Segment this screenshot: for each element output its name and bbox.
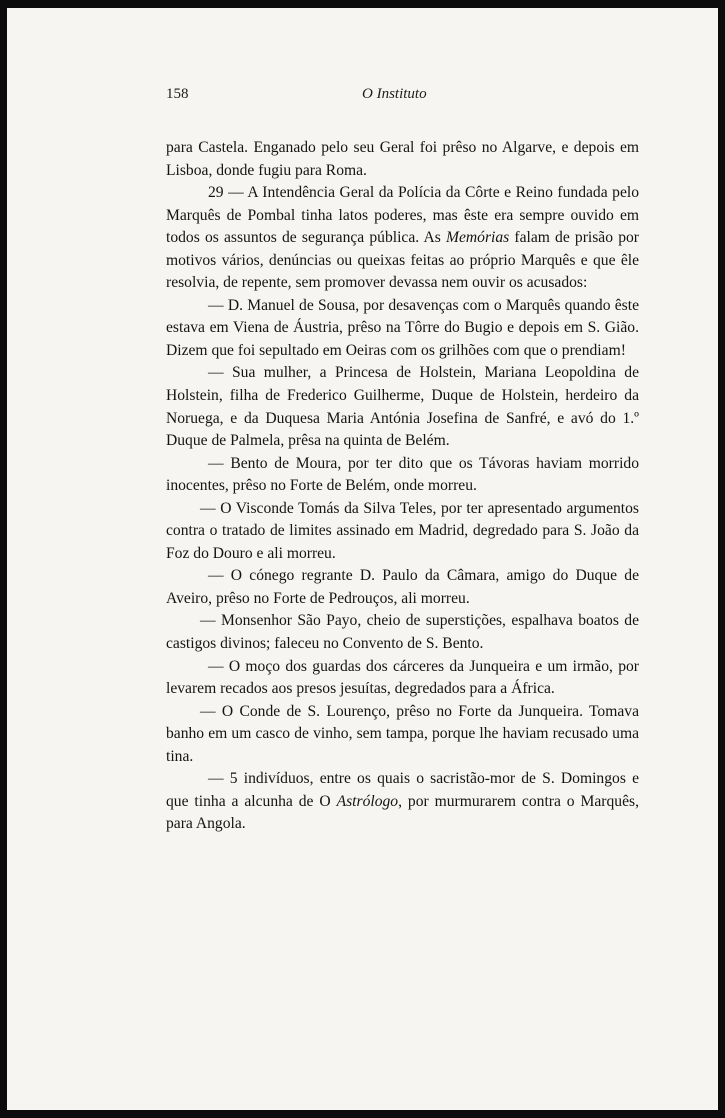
running-title: O Instituto — [362, 86, 427, 102]
page-number: 158 — [166, 86, 189, 102]
list-item: — O Conde de S. Lourenço, prêso no Forte da Junqueira. Tomava banho em um casco de vinho, sem tampa, porque lhe haviam recusado uma tina. — [166, 702, 639, 765]
list-item: — 5 indivíduos, entre os quais o sacristão-mor de S. Domingos e que tinha a alcunha de O Astrólogo, por murmurarem contra o Marquês, para Angola. — [166, 770, 639, 833]
list-item: — D. Manuel de Sousa, por desavenças com o Marquês quando êste estava em Viena de Áustria, prêso na Tôrre do Bugio e depois em S. Gião. Dizem que foi sepultado em Oeiras com os grilhões com que o prendiam! — [166, 296, 639, 359]
page-header — [166, 86, 639, 108]
paragraph-29: 29 — A Intendência Geral da Polícia da Côrte e Reino fundada pelo Marquês de Pombal tinha latos poderes, mas êste era sempre ouvido em todos os assuntos de segurança pública. As Memórias falam de prisão por motivos vários, denúncias ou queixas feitas ao próprio Marquês e que êle resolvia, de repente, sem promover devassa nem ouvir os acusados: — [166, 184, 639, 292]
list-item: — O Visconde Tomás da Silva Teles, por ter apresentado argumentos contra o tratado de limites assinado em Madrid, degredado para S. João da Foz do Douro e ali morreu. — [166, 499, 639, 562]
list-item: — Bento de Moura, por ter dito que os Távoras haviam morrido inocentes, prêso no Forte de Belém, onde morreu. — [166, 454, 639, 495]
italic-alcunha: Astrólogo — [336, 792, 399, 810]
list-item: — O moço dos guardas dos cárceres da Junqueira e um irmão, por levarem recados aos presos jesuítas, degredados para a África. — [166, 657, 639, 698]
list-item: — O cónego regrante D. Paulo da Câmara, amigo do Duque de Aveiro, prêso no Forte de Pedrouços, ali morreu. — [166, 567, 639, 607]
italic-title-memorias: Memórias — [445, 229, 510, 247]
paragraph-continuation: para Castela. Enganado pelo seu Geral foi prêso no Algarve, e depois em Lisboa, donde fugiu para Roma. — [166, 139, 639, 179]
list-item: — Monsenhor São Payo, cheio de superstições, espalhava boatos de castigos divinos; faleceu no Convento de S. Bento. — [166, 612, 639, 653]
page-body — [166, 137, 639, 836]
list-item: — Sua mulher, a Princesa de Holstein, Mariana Leopoldina de Holstein, filha de Frederico Guilherme, Duque de Holstein, herdeiro da Noruega, e da Duquesa Maria Antónia Josefina de Sanfré, e avó do 1.º Duque de Palmela, prêsa na quinta de Belém. — [166, 364, 639, 450]
